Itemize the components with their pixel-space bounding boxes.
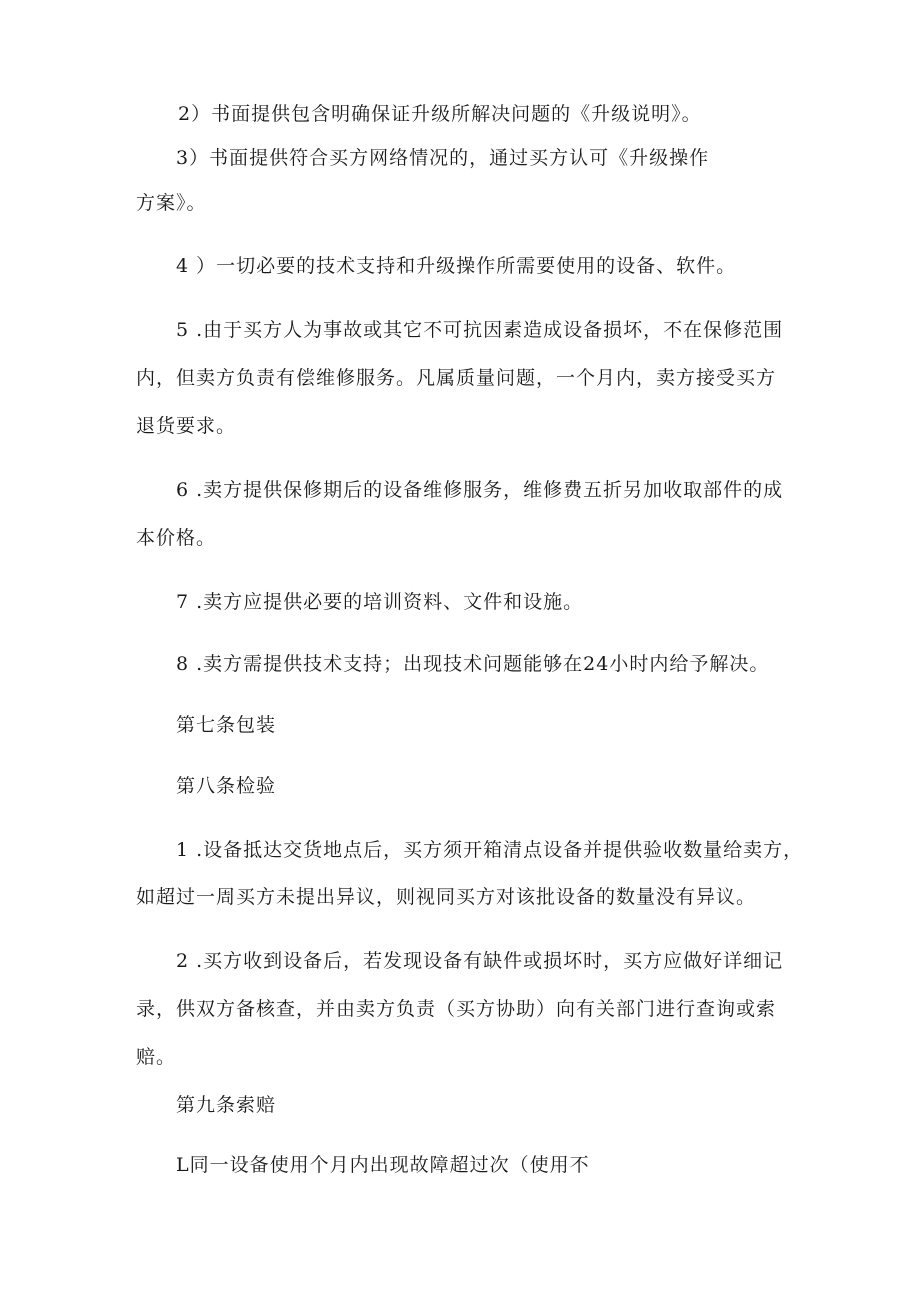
paragraph-6-line-1: 6 .卖方提供保修期后的设备维修服务，维修费五折另加收取部件的成 [176, 479, 784, 501]
article-8-heading: 第八条检验 [176, 775, 277, 797]
inspection-item-2-line-2: 录，供双方备核查，并由卖方负责（买方协助）向有关部门进行查询或索 [136, 998, 777, 1020]
paragraph-2-line-1: 2）书面提供包含明确保证升级所解决问题的《升级说明》。 [178, 103, 702, 125]
paragraph-3-line-1: 3）书面提供符合买方网络情况的，通过买方认可《升级操作 [176, 147, 710, 169]
paragraph-5-line-2: 内，但卖方负责有偿维修服务。凡属质量问题，一个月内，卖方接受买方 [136, 367, 777, 389]
paragraph-5-line-3: 退货要求。 [136, 415, 237, 437]
inspection-item-1-line-2: 如超过一周买方未提出异议，则视同买方对该批设备的数量没有异议。 [136, 886, 757, 908]
inspection-item-2-line-3: 赔。 [136, 1046, 177, 1068]
paragraph-8-line-1: 8 .卖方需提供技术支持；出现技术问题能够在24小时内给予解决。 [176, 653, 770, 675]
paragraph-6-line-2: 本价格。 [136, 527, 217, 549]
paragraph-3-line-2: 方案》。 [136, 192, 207, 214]
paragraph-4-line-1: 4 ）一切必要的技术支持和升级操作所需要使用的设备、软件。 [176, 255, 737, 277]
inspection-item-2-line-1: 2 .买方收到设备后，若发现设备有缺件或损坏时，买方应做好详细记 [176, 950, 784, 972]
article-7-heading: 第七条包装 [176, 714, 277, 736]
claim-item-1-line-1: L同一设备使用个月内出现故障超过次（使用不 [176, 1154, 590, 1176]
paragraph-7-line-1: 7 .卖方应提供必要的培训资料、文件和设施。 [176, 591, 584, 613]
article-9-heading: 第九条索赔 [176, 1094, 277, 1116]
inspection-item-1-line-1: 1 .设备抵达交货地点后，买方须开箱清点设备并提供验收数量给卖方， [176, 839, 804, 861]
paragraph-5-line-1: 5 .由于买方人为事故或其它不可抗因素造成设备损坏，不在保修范围 [176, 319, 784, 341]
